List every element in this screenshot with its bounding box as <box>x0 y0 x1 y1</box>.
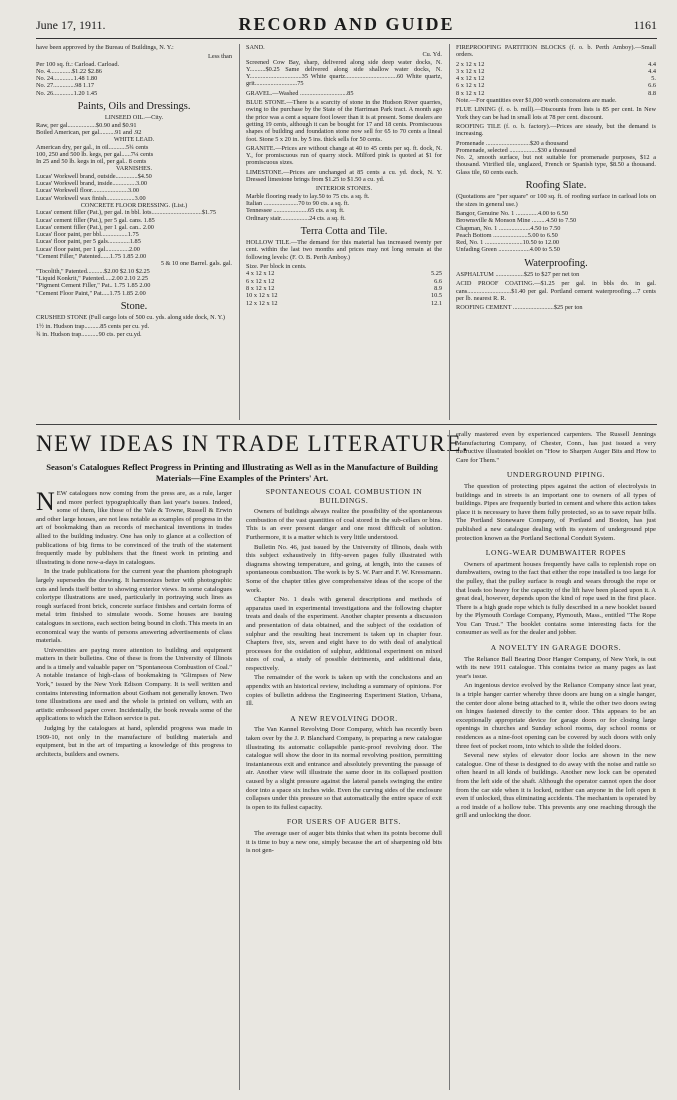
article-headline: NEW IDEAS IN TRADE LITERATURE. <box>36 431 470 456</box>
value-cell: 4.4 <box>648 60 656 68</box>
column-divider <box>449 430 450 1090</box>
subhead-varnishes: VARNISHES. <box>115 165 153 173</box>
size-cell: 2 x 12 x 12 <box>456 60 485 68</box>
price-row: Lucas' Workwell wax finish..................3.00 <box>36 194 146 202</box>
table-row <box>246 270 442 277</box>
article-paragraph: The question of protecting pipes against the action of electrolysis in buildings and in streets is an important one to owners of all types of buildings. Pipes are frequently buried in cement and where this action takes place it is necessary to have them fully protected, so as to save repair bills. The Portland Stoneware Company, of Portland and Boston, has just published a new catalogue dealing with its system of underground pipe protection known as the Portland Sectional Conduit System. <box>456 482 656 542</box>
article-paragraph: Bulletin No. 46, just issued by the University of Illinois, deals with this subject exhaustively in fifty-seven pages fully illustrated with diagrams showing temperature, and going, at length, into the causes of spontaneous combustion. The work is by S. W. Parr and F. W. Kressmann. Some of the chapter titles give comprehensive ideas of the scope of the work. <box>246 543 442 594</box>
price-row: Tennessee ......................65 cts. a sq. ft. <box>246 207 345 215</box>
price-row: 100, 250 and 500 lb. kegs, per gal......7¼ cents <box>36 150 154 158</box>
article-subhead: Season's Catalogues Reflect Progress in Printing and Illustrating as Well as in the Manufacture of Building Materials—Fine Examples of the Printers' Art. <box>46 462 438 483</box>
cu-yd-label: Cu. Yd. <box>422 51 442 59</box>
price-row: Lucas' cement filler (Pat.), per 1 gal. can.. 2.00 <box>36 223 154 231</box>
subhead-linseed: LINSEED OIL.—City. <box>104 114 164 122</box>
price-row: Chapman, No. 1 ....................4.50 to 7.50 <box>456 224 561 232</box>
table-row <box>456 61 656 68</box>
table-head: Size. Per block in cents. <box>246 263 307 271</box>
limestone-text: LIMESTONE.—Prices are unchanged at 85 cents a cu. yd. dock, N. Y. Dressed limestone brings from $1.25 to $1.50 a cu. yd. <box>246 168 442 184</box>
value-cell: 8.9 <box>434 284 442 292</box>
table-row <box>246 292 442 299</box>
article-paragraph: Owners of buildings always realize the possibility of the spontaneous combustion of the vast quantities of coal stored in the sub-cellars or bins. This is an ever present danger and one most difficult of solution. Furthermore, it is a matter which is very little understood. <box>246 508 442 541</box>
article-paragraph: erally mastered even by experienced carpenters. The Russell Jennings Manufacturing Company, of Chester, Conn., has just issued a very instructive illustrated booklet on "How to Sharpen Auger Bits and How to Care for Them." <box>456 431 656 464</box>
subhead-revolving-door: A NEW REVOLVING DOOR. <box>290 713 398 723</box>
article-paragraph: The average user of auger bits thinks that when its points become dull it is time to buy a new one, simply because the art of sharpening old bits is not gen- <box>246 829 442 855</box>
price-row: In 25 and 50 lb. kegs in oil, per gal.. 8 cents <box>36 158 147 166</box>
article-paragraph: The Van Kannel Revolving Door Company, which has recently been taken over by the J. P. Blanchard Company, is preparing a new catalogue illustrating its automatic collapsible panic-proof revolving door. The catalogue will show the door in its normal revolving position, permitting instantaneous exit and entrance and absolutely preventing the passage of air. Another view will illustrate the same door in its collapsed position caused by a slight pressure against the lateral panels swinging the entire door into a space six inches wide. Even the curving sides of the enclosure collapses under this pressure so that automatically the entire space of exit is open to its fullest capacity. <box>246 726 442 811</box>
prices-column-2 <box>246 44 442 424</box>
hollow-tile-text: HOLLOW TILE.—The demand for this material has increased twenty per cent. within the last two months and prices may not long remain at the following levels: (F. O. B. Perth Amboy.) <box>246 239 442 261</box>
price-row: Lucas' Workwell brand, inside...............3.00 <box>36 180 148 188</box>
value-cell: 6.6 <box>434 277 442 285</box>
subhead-interior: INTERIOR STONES. <box>315 185 373 193</box>
section-title-waterproofing: Waterproofing. <box>524 257 588 269</box>
value-cell: 12.1 <box>430 299 442 307</box>
section-divider <box>36 424 657 425</box>
price-row: Promenade, selected ..................$30 a thousand <box>456 146 576 154</box>
page-number: 1161 <box>633 18 657 32</box>
issue-date: June 17, 1911. <box>36 18 106 32</box>
subhead-white-lead: WHITE LEAD. <box>113 136 155 144</box>
price-row: American dry, per gal., in oil...........5¾ cents <box>36 143 149 151</box>
table-row <box>456 90 656 97</box>
price-row: Peach Bottom ......................5.00 to 6.50 <box>456 231 558 239</box>
slate-note: (Quotations are "per square" or 100 sq. ft. of roofing surface in carload lots on the sizes in general use.) <box>456 193 656 208</box>
section-title-slate: Roofing Slate. <box>525 180 587 192</box>
publication-title: RECORD AND GUIDE <box>238 14 455 34</box>
price-row: Lucas' Workwell floor.......................3.00 <box>36 187 139 195</box>
section-title-stone: Stone. <box>120 300 148 312</box>
price-row: Lucas' floor paint, per 5 gals..............1.85 <box>36 238 141 246</box>
crushed-stone-text: CRUSHED STONE (Full cargo lots of 500 cu. yds. along side dock, N. Y.) <box>36 314 226 322</box>
price-row: Lucas' floor paint, per 1 gal...............2.00 <box>36 245 140 253</box>
price-row: ¾ in. Hudson trap...........90 cts. per cu.yd. <box>36 330 142 338</box>
article-paragraph: Chapter No. 1 deals with general descriptions and methods of apparatus used in experimental investigations and the following chapter treats and deals of the experiment. Another chapter presents a discussion and presentation of data obtained, and the subject of the oxidation of sulphur and the resulting heat increment is taken up in chapter four. Chapters five, six, seven and eight have to do with deal of analytical processes for the oxidation of sulphur, additional experiment on mixed sizes of coal, a study of possible detriments, and additional data, respectively. <box>246 596 442 672</box>
article-paragraph: The remainder of the work is taken up with the conclusions and an appendix with an historical review, including a summary of opinions. For copies of bulletin address the Engineering Experiment Station, Urbana, Ill. <box>246 674 442 708</box>
size-cell: 6 x 12 x 12 <box>246 277 275 285</box>
price-row: Lucas' cement filler (Pat.), per gal. in bbl. lots................................$1.75 <box>36 209 217 217</box>
less-than-label: Less than <box>208 53 232 61</box>
acid-proof-text: ACID PROOF COATING.—$1.25 per gal. in bbls do. in gal. cans............................$1.40 per gal. Portland cement waterproofing....7 cents per lb. nearest R. R. <box>456 280 656 302</box>
price-row: Lucas' Workwell brand, outside..............$4.50 <box>36 172 152 180</box>
column-divider <box>449 44 450 420</box>
article-paragraph: An ingenious device evolved by the Reliance Company since last year, is a triple hanger carrier whereby three doors are hung on a single hanger, the center door alone being attached to it, while the other two doors swing on hinges fastened directly to the center door. This appears to be an exceptionally appropriate device for garage doors or for closing large openings in churches and Sunday school rooms, day school rooms or residences as a nine-foot opening can be covered by such doors with only three feet of pocket room, into which to slide the folded doors. <box>456 682 656 750</box>
no2-text: No. 2, smooth surface, but not suitable for promenade purposes, $12 a thousand. Vitrified tile, unglazed, French or Spanish type, $8.50 a thousand. Glass tile, 60 cents each. <box>456 154 656 176</box>
price-row: No. 26.............1.20 1.45 <box>36 89 98 97</box>
article-paragraph: EW catalogues now coming from the press are, as a rule, larger and more perfect typographically than last year's issues. Indeed, some of them, like those of the Yale & Towne, Russell & Erwin and other large houses, are not less notable as examples of progress in the art of bookmaking than as records of mechanical inventions in trades allied to the building industry. One has only to glance at a collection of publications of big firms to be convinced of the truth of the statement frequently made by publishers that the finest work in printing and illustrating is done now-a-days in catalogues. <box>36 490 232 566</box>
table-row <box>456 82 656 89</box>
article-paragraph: Judging by the catalogues at hand, splendid progress was made in 1909-10, not only in the manufacture of building materials and equipment, but in the art of imparting a knowledge of this progress to architects, builders and owners. <box>36 725 232 758</box>
column-divider <box>239 44 240 420</box>
section-title-terra-cotta: Terra Cotta and Tile. <box>300 225 388 237</box>
blue-stone-text: BLUE STONE.—There is a scarcity of stone in the Hudson River quarries, owing to the purchase by the State of the Harriman Park tract. A month ago the price was a cent a square foot lower than it is at present. Some dealers are getting 19 cents, although it can be bought for 17 and 18 cents. Promiscuous shapes of building and foundation stone now sell for 65 to 70 cents a lineal foot. Stone 5 x 20 in. by 5 ins. thick sells for 50 cents. <box>246 99 442 143</box>
subhead-auger-bits: FOR USERS OF AUGER BITS. <box>286 817 402 827</box>
article-paragraph: Owners of apartment houses frequently have calls to replenish rope on dumbwaiters, owing to the fact that either the rope installed is too large for the pulley, that the pulley surface is rough and wears through the rope or that loads too heavy for the capacity of the lift have been placed upon it. A great deal, however, depends upon the kind of rope used in the first place. There is a high grade rope which is fully described in a new booklet issued by the Plymouth Cordage Company, Plymouth, Mass., entitled "The Rope You Can Trust." The booklet contains some interesting facts for the consumer as well as for the dealer and jobber. <box>456 560 656 637</box>
column-divider <box>239 490 240 1090</box>
price-row: Raw, per gal..................$0.90 and $0.91 <box>36 121 137 129</box>
prices-column-1 <box>36 44 232 424</box>
subhead-garage-doors: A NOVELTY IN GARAGE DOORS. <box>490 643 622 653</box>
price-row: 1½ in. Hudson trap..........85 cents per cu. yd. <box>36 323 150 331</box>
table-row <box>246 278 442 285</box>
price-row: "Tocolith," Patented...........$2.00 $2.10 $2.25 <box>36 267 150 275</box>
size-cell: 10 x 12 x 12 <box>246 292 278 300</box>
price-row: Promenade ............................$20 a thousand <box>456 139 569 147</box>
page-header <box>36 12 657 39</box>
price-row: Unfading Green ....................4.00 to 5.50 <box>456 246 560 254</box>
subhead-underground-piping: UNDERGROUND PIPING. <box>506 470 606 480</box>
price-row: Marble flooring ready to lay.50 to 75 cts. a sq. ft. <box>246 192 370 200</box>
intro-text: have been approved by the Bureau of Buildings, N. Y.: <box>36 44 174 51</box>
price-row: Bangor, Genuine No. 1 ..............4.00 to 6.50 <box>456 209 569 217</box>
value-cell: 10.5 <box>430 292 442 300</box>
sand-text: Screened Cow Bay, sharp, delivered along side deep water docks, N. Y..........$0.25 Same delivered along side shallow water docks, N. Y.................................35 White quartz.................................60 White quartz, grit...........................75 <box>246 58 442 88</box>
price-row: Boiled American, per gal..........91 and .92 <box>36 128 142 136</box>
table-row <box>246 300 442 307</box>
size-cell: 12 x 12 x 12 <box>246 299 278 307</box>
roofing-cement-text: ROOFING CEMENT ..........................$25 per ton <box>456 304 583 312</box>
value-cell: 5. <box>651 75 656 83</box>
size-cell: 8 x 12 x 12 <box>456 89 485 97</box>
article-paragraph: In the trade publications for the current year the phantom photograph largely supersedes the drawing. It harmonizes better with photographic cuts and lends itself better to showing exterior views. In some catalogues colortype illustrations are used, particularly in portraying such lines as rough surfaced front brick, concrete surface finishes and certain forms of metal trim finished to simulate woods. Some houses are issuing catalogues in sections, each section being bound in cloth. This meets in an economical way the wants of persons answering advertisements of class materials. <box>36 568 232 645</box>
article-paragraph: The Reliance Ball Bearing Door Hanger Company, of New York, is out with its new 1911 catalogue. This contains twice as many pages as last year's issue. <box>456 655 656 680</box>
value-cell: 5.25 <box>430 270 442 278</box>
price-row: Brownsville & Monson Mine .........4.50 to 7.50 <box>456 217 577 225</box>
article-paragraph: Several new styles of elevator door locks are shown in the new catalogue. One of these is designed to do away with the noise and rattle so often heard in all kinds of buildings. Another new lock can be operated from the left side of the shaft. Although the operator cannot open the door from the car side when it is locked, neither can anyone in the loft open it even if unlocked, thus eliminating accidents. The mechanism is operated by a rod inside of a hollow tube. This prevents any one reaching through the grill and unlocking the door. <box>456 752 656 820</box>
size-cell: 4 x 12 x 12 <box>456 75 485 83</box>
size-cell: 8 x 12 x 12 <box>246 284 275 292</box>
barrel-header: 5 & 10 one Barrel. gals. gal. <box>160 260 232 268</box>
price-row: Lucas' floor paint, per bbl.................1.75 <box>36 231 139 239</box>
value-cell: 4.4 <box>648 67 656 75</box>
price-row: "Cement Filler," Patented......1.75 1.85 2.00 <box>36 253 147 261</box>
price-row: Ordinary stair..................24 cts. a sq. ft. <box>246 214 346 222</box>
value-cell: 6.6 <box>648 82 656 90</box>
price-row: Lucas' cement filler (Pat.), per 5 gal. cans. 1.85 <box>36 216 155 224</box>
price-row: "Cement Floor Paint," Pat.....1.75 1.85 2.00 <box>36 289 146 297</box>
size-cell: 6 x 12 x 12 <box>456 82 485 90</box>
roofing-tile-text: ROOFING TILE (f. o. b. factory).—Prices are steady, but the demand is increasing. <box>456 122 656 138</box>
subhead-dumbwaiter-ropes: LONG-WEAR DUMBWAITER ROPES <box>485 548 627 558</box>
price-row: No. 27..............98 1.17 <box>36 82 95 90</box>
table-row <box>456 75 656 82</box>
subhead-sand: SAND. <box>246 44 265 51</box>
fireproofing-note: Note.—For quantities over $1,000 worth concessions are made. <box>456 97 617 105</box>
price-row: Italian ......................70 to 90 cts. a sq. ft. <box>246 199 350 207</box>
gravel-text: GRAVEL.—Washed ..............................85 <box>246 89 354 97</box>
subhead-spontaneous-combustion: SPONTANEOUS COAL COMBUSTION IN BUILDINGS. <box>265 488 423 505</box>
drop-cap: N <box>36 490 55 516</box>
prices-column-3 <box>456 44 656 424</box>
size-cell: 3 x 12 x 12 <box>456 67 485 75</box>
subhead-concrete: CONCRETE FLOOR DRESSING. (List.) <box>80 201 188 209</box>
article-column-1 <box>36 490 232 1090</box>
size-cell: 4 x 12 x 12 <box>246 270 275 278</box>
article-column-3 <box>456 431 656 1090</box>
asphaltum-text: ASPHALTUM ..................$25 to $27 per net ton <box>456 271 580 279</box>
granite-text: GRANITE.—Prices are without change at 40 to 45 cents per sq. ft. dock, N. Y., for promiscuous run of quarry stock. Milford pink is quoted at $1 for promiscuous sizes. <box>246 144 442 167</box>
article-paragraph: Universities are paying more attention to building and equipment matters in their bulletins. One of these is from the University of Illinois and is a timely and valuable paper on "Spontaneous Combustion of Coal." A notable instance of high-class of bookmaking is "Glimpses of New York," issued by the New York Edison Company. It is well written and contains interesting information about Gotham not generally known. Two tone illustrations are used and the whole is printed on vellum, with an artistic embossed paper cover. Incidentally, the book reveals some of the applications to which the Edison service is put. <box>36 646 232 723</box>
table-row <box>456 68 656 75</box>
price-row: "Liquid Konkrit," Patented.....2.00 2.10 2.25 <box>36 274 149 282</box>
article-column-2 <box>246 488 442 1090</box>
section-title-paints: Paints, Oils and Dressings. <box>77 101 191 113</box>
table-row <box>246 285 442 292</box>
flue-lining-text: FLUE LINING (f. o. b. mill).—Discounts from lists is 85 per cent. In New York they can be had in small lots at 78 per cent. discount. <box>456 106 656 121</box>
fireproofing-title: FIREPROOFING PARTITION BLOCKS (f. o. b. Perth Amboy).—Small orders. <box>456 44 656 59</box>
value-cell: 8.8 <box>648 89 656 97</box>
price-row: "Pigment Cement Filler," Pat.. 1.75 1.85 2.00 <box>36 282 151 290</box>
price-row: No. 4..............$1.22 $2.86 <box>36 67 102 75</box>
table-head: Per 100 sq. ft.: Carload. Carload. <box>36 60 120 68</box>
price-row: No. 24.............1.48 1.80 <box>36 75 98 83</box>
price-row: Red, No. 1 ........................10.50 to 12.00 <box>456 239 560 247</box>
